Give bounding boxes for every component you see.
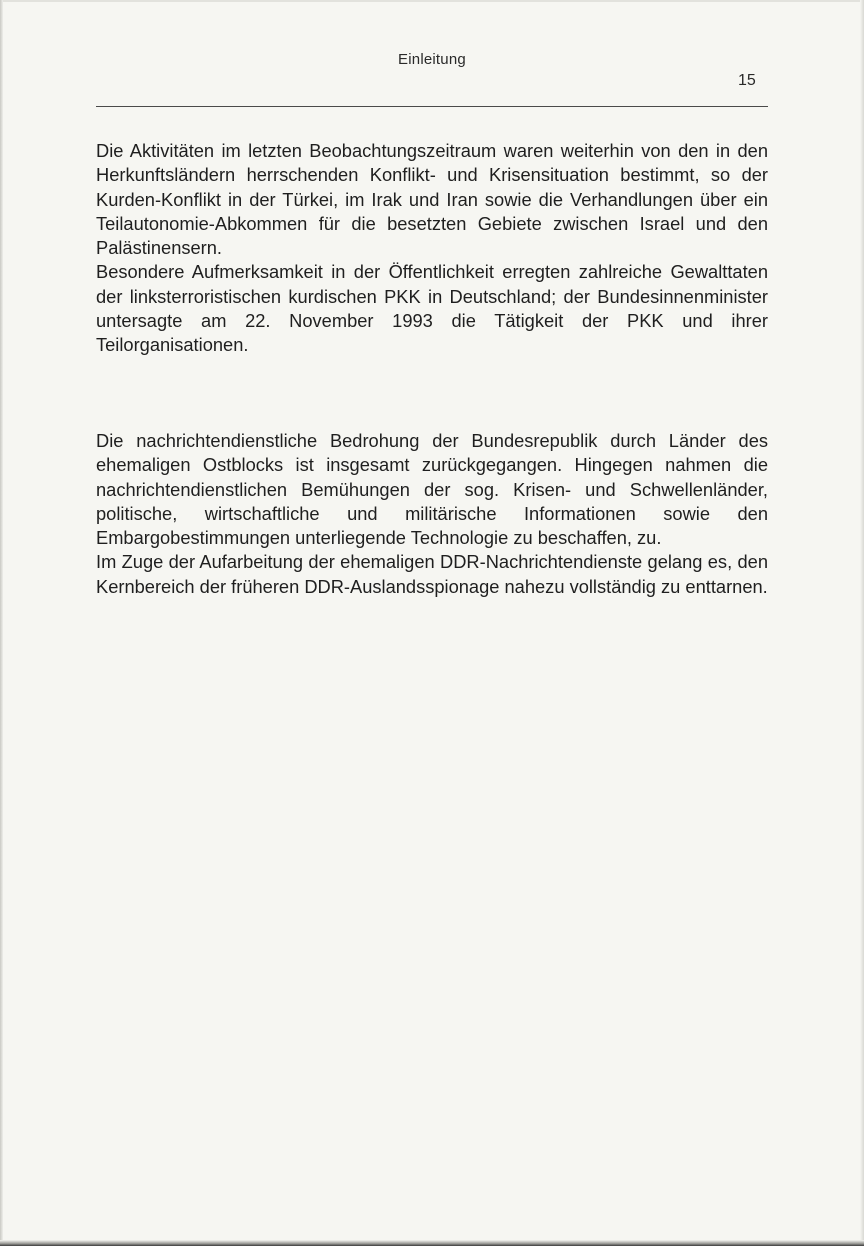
running-head: Einleitung [398,51,466,68]
scan-edge-top [0,0,864,2]
paragraph-4: Im Zuge der Aufarbeitung der ehemaligen DDR-Nachrichtendienste gelang es, den Kernbereich der früheren DDR-Auslandsspionage nahezu vollständig zu enttarnen. [96,551,768,597]
paragraph-2: Besondere Aufmerksamkeit in der Öffentlichkeit erregten zahlreiche Gewalttaten der linksterroristischen kurdischen PKK in Deutschland; der Bundesinnenminister untersagte am 22. November 1993 die Tätigkeit der PKK und ihrer Teilorganisationen. [96,261,768,356]
text-block-1 [96,139,768,358]
header-rule [96,106,768,107]
paragraph-3: Die nachrichtendienstliche Bedrohung der Bundesrepublik durch Länder des ehemaligen Ostblocks ist insgesamt zurückgegangen. Hingegen nahmen die nachrichtendienstlichen Bemühungen der sog. Krisen- und Schwellenländer, politische, wirtschaftliche und militärische Informationen sowie den Embargobestimmungen unterliegende Technologie zu beschaffen, zu. [96,430,768,549]
scan-edge-bottom [0,1240,864,1246]
text-block-2 [96,429,768,599]
scan-edge-left [0,0,3,1246]
scan-edge-right [860,0,864,1246]
paragraph-1: Die Aktivitäten im letzten Beobachtungszeitraum waren weiterhin von den in den Herkunftsländern herrschenden Konflikt- und Krisensituation bestimmt, so der Kurden-Konflikt in der Türkei, im Irak und Iran sowie die Verhandlungen über ein Teilautonomie-Abkommen für die besetzten Gebiete zwischen Israel und den Palästinensern. [96,140,768,259]
page-number: 15 [738,72,756,89]
